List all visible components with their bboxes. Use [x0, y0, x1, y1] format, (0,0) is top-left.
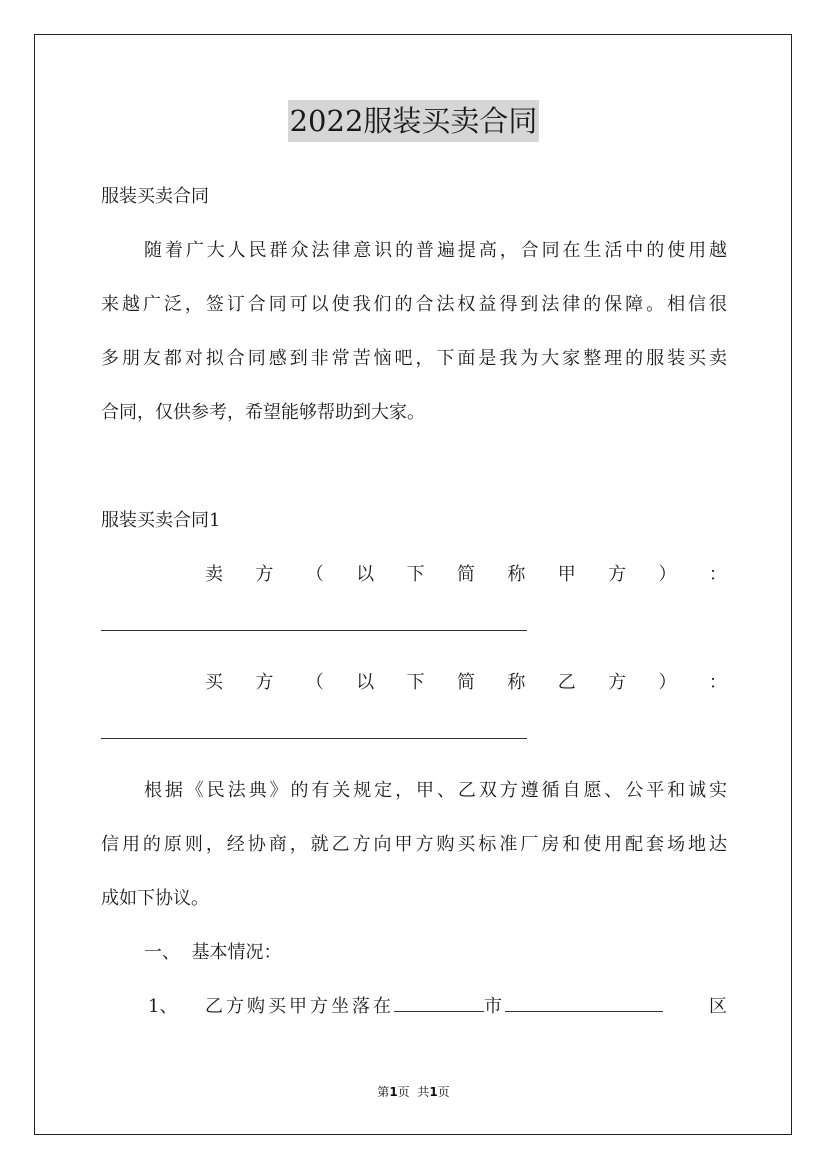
page-footer: 第1页 共1页 — [377, 1085, 450, 1099]
intro-line-1: 随着广大人民群众法律意识的普遍提高，合同在生活中的使用越 — [144, 240, 727, 261]
seller-label: 卖 方 （ 以 下 简 称 甲 方 ） ： — [205, 564, 727, 585]
buyer-label: 买 方 （ 以 下 简 称 乙 方 ） ： — [205, 672, 727, 693]
seller-blank — [101, 630, 527, 631]
buyer-fill-line — [101, 710, 727, 764]
clause-one — [101, 980, 727, 1034]
intro-line-3: 多朋友都对拟合同感到非常苦恼吧，下面是我为大家整理的服装买卖 — [101, 348, 727, 369]
basis-line-2: 信用的原则，经协商，就乙方向甲方购买标准厂房和使用配套场地达 — [101, 834, 727, 855]
blank-spacer — [101, 440, 727, 494]
clause-one-number: 1、 — [148, 996, 178, 1017]
page-total: 1 — [429, 1085, 438, 1099]
intro-line-2: 来越广泛，签订合同可以使我们的合法权益得到法律的保障。相信很 — [101, 294, 727, 315]
contract-heading: 服装买卖合同1 — [101, 510, 221, 531]
seller-fill-line — [101, 602, 727, 656]
buyer-blank — [101, 738, 527, 739]
city-blank — [394, 995, 484, 1012]
intro-line-4: 合同，仅供参考，希望能够帮助到大家。 — [101, 402, 425, 423]
page-number: 1 — [389, 1085, 398, 1099]
document-title: 2022服装买卖合同 — [288, 100, 540, 142]
document-body — [101, 170, 727, 1034]
district-blank — [505, 995, 663, 1012]
section-heading: 服装买卖合同 — [101, 186, 209, 207]
title-container — [0, 100, 827, 142]
basis-line-3: 成如下协议。 — [101, 888, 209, 909]
clause-one-text: 乙方购买甲方坐落在 市 — [205, 980, 663, 1034]
seller-line — [101, 548, 727, 602]
basis-line-1: 根据《民法典》的有关规定，甲、乙双方遵循自愿、公平和诚实 — [144, 780, 727, 801]
buyer-line — [101, 656, 727, 710]
clause-one-district: 区 — [709, 996, 727, 1017]
section-one-heading: 一、 基本情况： — [144, 942, 282, 963]
